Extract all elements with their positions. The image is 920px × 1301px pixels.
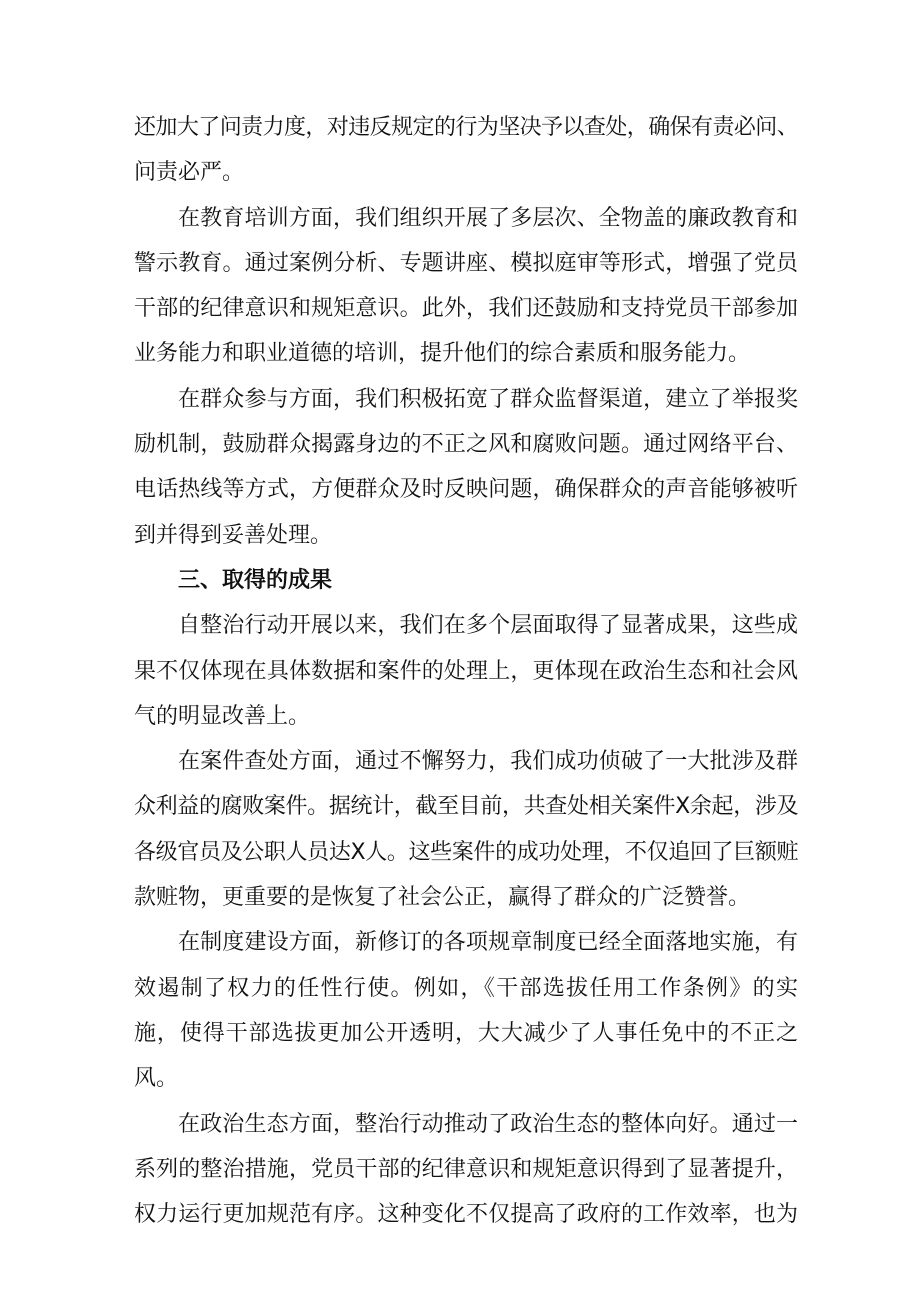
section-heading: 三、取得的成果 bbox=[178, 567, 333, 593]
text-line: 业务能力和职业道德的培训，提升他们的综合素质和服务能力。 bbox=[134, 341, 751, 367]
text-line: 在政治生态方面，整治行动推动了政治生态的整体向好。通过一 bbox=[178, 1111, 798, 1137]
text-line: 警示教育。通过案例分析、专题讲座、模拟庭审等形式，增强了党员 bbox=[134, 250, 798, 276]
text-line: 到并得到妥善处理。 bbox=[134, 522, 333, 548]
text-line: 风。 bbox=[134, 1066, 179, 1092]
text-line: 还加大了问责力度，对违反规定的行为坚决予以查处，确保有责必问、 bbox=[134, 115, 798, 140]
document-body bbox=[134, 112, 798, 1244]
text-line: 在群众参与方面，我们积极拓宽了群众监督渠道，建立了举报奖 bbox=[178, 386, 798, 412]
text-line: 在教育培训方面，我们组织开展了多层次、全物盖的廉政教育和 bbox=[178, 205, 798, 231]
text-line: 系列的整治措施，党员干部的纪律意识和规矩意识得到了显著提升， bbox=[134, 1156, 798, 1182]
text-line: 权力运行更加规范有序。这种变化不仅提高了政府的工作效率，也为 bbox=[134, 1202, 798, 1228]
text-line: 问责必严。 bbox=[134, 160, 245, 186]
text-line: 施，使得干部选拔更加公开透明，大大减少了人事任免中的不正之 bbox=[134, 1020, 798, 1046]
text-line: 果不仅体现在具体数据和案件的处理上，更体现在政治生态和社会风 bbox=[134, 658, 798, 684]
text-line: 电话热线等方式，方便群众及时反映问题，确保群众的声音能够被听 bbox=[134, 477, 798, 503]
text-line: 在案件查处方面，通过不懈努力，我们成功侦破了一大批涉及群 bbox=[178, 749, 798, 775]
text-line: 效遏制了权力的任性行使。例如，《干部选拔任用工作条例》的实 bbox=[134, 975, 798, 1001]
text-line: 干部的纪律意识和规矩意识。此外，我们还鼓励和支持党员干部参加 bbox=[134, 296, 798, 322]
text-line: 自整治行动开展以来，我们在多个层面取得了显著成果，这些成 bbox=[178, 613, 798, 639]
text-line: 励机制，鼓励群众揭露身边的不正之风和腐败问题。通过网络平台、 bbox=[134, 432, 798, 458]
text-line: 款赃物，更重要的是恢复了社会公正，赢得了群众的广泛赞誉。 bbox=[134, 885, 751, 911]
text-line: 各级官员及公职人员达X人。这些案件的成功处理，不仅追回了巨额赃 bbox=[134, 839, 798, 865]
text-line: 众利益的腐败案件。据统计，截至目前，共查处相关案件X余起，涉及 bbox=[134, 794, 798, 820]
text-line: 气的明显改善上。 bbox=[134, 703, 311, 729]
text-line: 在制度建设方面，新修订的各项规章制度已经全面落地实施，有 bbox=[178, 930, 798, 956]
